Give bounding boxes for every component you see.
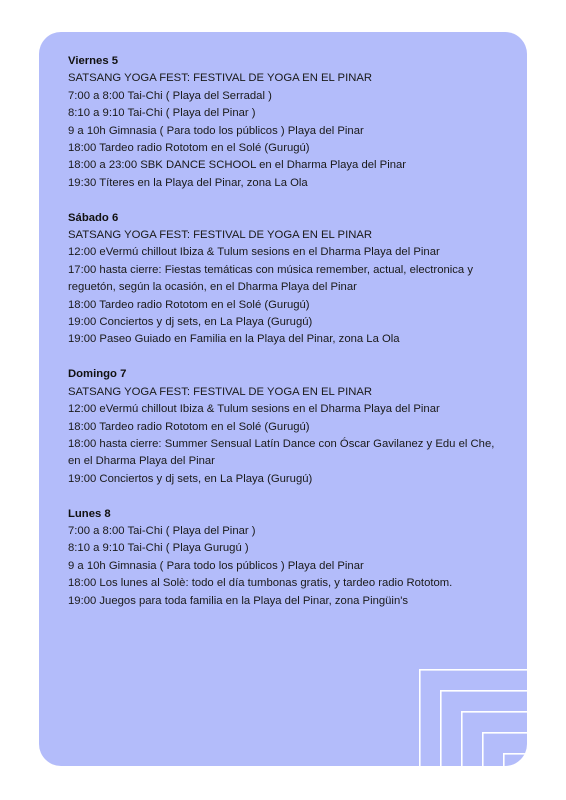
deco-line-4	[483, 733, 527, 766]
event-line: 17:00 hasta cierre: Fiestas temáticas con música remember, actual, electronica y reguetón, según la ocasión, en el Dharma Playa del Pinar	[68, 263, 473, 294]
event-line: 8:10 a 9:10 Tai-Chi ( Playa Gurugú )	[68, 542, 249, 555]
day-section-friday	[68, 53, 508, 192]
event-line: 7:00 a 8:00 Tai-Chi ( Playa del Pinar )	[68, 524, 256, 537]
corner-decoration	[419, 669, 527, 766]
day-title: Viernes 5	[68, 55, 119, 67]
event-line: SATSANG YOGA FEST: FESTIVAL DE YOGA EN EL PINAR	[68, 229, 373, 242]
deco-line-3	[462, 712, 527, 766]
event-line: 12:00 eVermú chillout Ibiza & Tulum sesions en el Dharma Playa del Pinar	[68, 403, 440, 416]
event-line: 19:00 Juegos para toda familia en la Playa del Pinar, zona Pingüin's	[68, 594, 409, 607]
event-line: 19:00 Conciertos y dj sets, en La Playa (Gurugú)	[68, 472, 313, 485]
event-line: 18:00 hasta cierre: Summer Sensual Latín Dance con Óscar Gavilanez y Edu el Che, en el Dharma Playa del Pinar	[68, 437, 495, 468]
event-line: 18:00 a 23:00 SBK DANCE SCHOOL en el Dharma Playa del Pinar	[68, 159, 407, 172]
event-line: 18:00 Tardeo radio Rototom en el Solé (Gurugú)	[68, 298, 310, 311]
deco-line-inner	[504, 754, 527, 766]
event-line: SATSANG YOGA FEST: FESTIVAL DE YOGA EN EL PINAR	[68, 72, 373, 85]
event-line: 19:00 Paseo Guiado en Familia en la Playa del Pinar, zona La Ola	[68, 333, 400, 346]
event-line: 8:10 a 9:10 Tai-Chi ( Playa del Pinar )	[68, 107, 256, 120]
event-line: 19:30 Títeres en la Playa del Pinar, zona La Ola	[68, 176, 308, 189]
deco-line-2	[441, 691, 527, 766]
event-line: 9 a 10h Gimnasia ( Para todo los públicos ) Playa del Pinar	[68, 559, 364, 572]
event-line: 18:00 Tardeo radio Rototom en el Solé (Gurugú)	[68, 142, 310, 155]
event-line: 9 a 10h Gimnasia ( Para todo los públicos ) Playa del Pinar	[68, 124, 364, 137]
event-line: 12:00 eVermú chillout Ibiza & Tulum sesions en el Dharma Playa del Pinar	[68, 246, 440, 259]
day-section-sunday	[68, 366, 508, 488]
event-line: 19:00 Conciertos y dj sets, en La Playa (Gurugú)	[68, 316, 313, 329]
day-section-monday	[68, 506, 508, 610]
schedule-content	[68, 53, 508, 627]
event-line: 18:00 Los lunes al Solè: todo el día tumbonas gratis, y tardeo radio Rototom.	[68, 577, 453, 590]
day-title: Sábado 6	[68, 211, 119, 224]
event-line: 18:00 Tardeo radio Rototom en el Solé (Gurugú)	[68, 420, 310, 433]
deco-line-outer	[420, 670, 527, 766]
day-section-saturday	[68, 210, 508, 349]
day-title: Lunes 8	[68, 507, 111, 520]
schedule-card	[39, 32, 527, 766]
day-title: Domingo 7	[68, 368, 127, 381]
event-line: 7:00 a 8:00 Tai-Chi ( Playa del Serradal )	[68, 89, 272, 102]
event-line: SATSANG YOGA FEST: FESTIVAL DE YOGA EN EL PINAR	[68, 385, 373, 398]
